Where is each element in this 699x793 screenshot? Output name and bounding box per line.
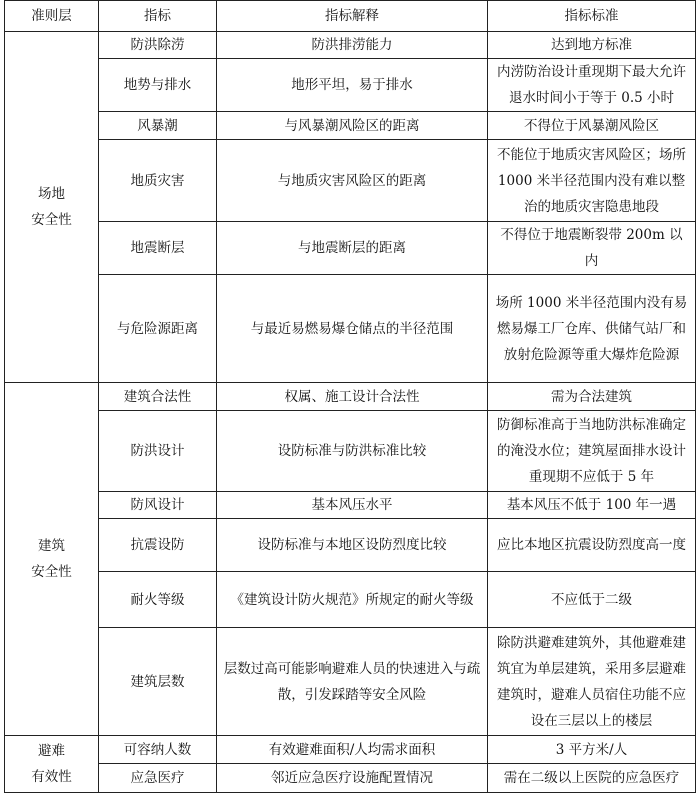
standard-cell: 场所 1000 米半径范围内没有易燃易爆工厂仓库、供储气站厂和放射危险源等重大爆炸危险源 <box>488 275 696 383</box>
indicator-cell: 防洪除涝 <box>99 32 217 59</box>
table-row <box>5 222 696 275</box>
explanation-cell: 有效避难面积/人均需求面积 <box>217 736 488 764</box>
table-row <box>5 572 696 628</box>
table-row <box>5 59 696 112</box>
standard-cell: 防御标准高于当地防洪标准确定的淹没水位；建筑屋面排水设计重现期不应低于 5 年 <box>488 411 696 492</box>
category-cell: 建筑 安全性 <box>5 383 99 736</box>
standard-cell: 需为合法建筑 <box>488 383 696 411</box>
indicator-cell: 抗震设防 <box>99 519 217 572</box>
explanation-cell: 设防标准与本地区设防烈度比较 <box>217 519 488 572</box>
table-row <box>5 736 696 764</box>
table-row <box>5 140 696 222</box>
header-explanation: 指标解释 <box>217 1 488 32</box>
explanation-cell: 防洪排涝能力 <box>217 32 488 59</box>
indicator-cell: 地势与排水 <box>99 59 217 112</box>
standard-cell: 不得位于风暴潮风险区 <box>488 112 696 140</box>
standard-cell: 内涝防治设计重现期下最大允许退水时间小于等于 0.5 小时 <box>488 59 696 112</box>
standard-cell: 不能位于地质灾害风险区；场所 1000 米半径范围内没有难以整治的地质灾害隐患地段 <box>488 140 696 222</box>
standard-cell: 不得位于地震断裂带 200m 以内 <box>488 222 696 275</box>
explanation-cell: 与地震断层的距离 <box>217 222 488 275</box>
standard-cell: 应比本地区抗震设防烈度高一度 <box>488 519 696 572</box>
explanation-cell: 与风暴潮风险区的距离 <box>217 112 488 140</box>
explanation-cell: 与最近易燃易爆仓储点的半径范围 <box>217 275 488 383</box>
category-cell: 避难 有效性 <box>5 736 99 793</box>
indicator-cell: 风暴潮 <box>99 112 217 140</box>
header-indicator: 指标 <box>99 1 217 32</box>
indicator-cell: 与危险源距离 <box>99 275 217 383</box>
indicator-cell: 地震断层 <box>99 222 217 275</box>
category-cell: 场地 安全性 <box>5 32 99 383</box>
indicator-cell: 耐火等级 <box>99 572 217 628</box>
explanation-cell: 权属、施工设计合法性 <box>217 383 488 411</box>
table-row <box>5 628 696 736</box>
indicator-cell: 防风设计 <box>99 492 217 519</box>
indicator-cell: 防洪设计 <box>99 411 217 492</box>
standard-cell: 不应低于二级 <box>488 572 696 628</box>
standard-cell: 除防洪避难建筑外，其他避难建筑宜为单层建筑，采用多层避难建筑时，避难人员宿住功能不应设在三层以上的楼层 <box>488 628 696 736</box>
criteria-table <box>4 0 696 793</box>
indicator-cell: 地质灾害 <box>99 140 217 222</box>
explanation-cell: 基本风压水平 <box>217 492 488 519</box>
table-row <box>5 764 696 793</box>
table-row <box>5 275 696 383</box>
standard-cell: 3 平方米/人 <box>488 736 696 764</box>
explanation-cell: 设防标准与防洪标准比较 <box>217 411 488 492</box>
table-row <box>5 492 696 519</box>
table-row <box>5 32 696 59</box>
indicator-cell: 建筑合法性 <box>99 383 217 411</box>
table-row <box>5 519 696 572</box>
explanation-cell: 《建筑设计防火规范》所规定的耐火等级 <box>217 572 488 628</box>
standard-cell: 达到地方标准 <box>488 32 696 59</box>
explanation-cell: 地形平坦，易于排水 <box>217 59 488 112</box>
header-standard: 指标标准 <box>488 1 696 32</box>
indicator-cell: 应急医疗 <box>99 764 217 793</box>
standard-cell: 需在二级以上医院的应急医疗 <box>488 764 696 793</box>
header-criterion: 准则层 <box>5 1 99 32</box>
explanation-cell: 层数过高可能影响避难人员的快速进入与疏散，引发踩踏等安全风险 <box>217 628 488 736</box>
explanation-cell: 邻近应急医疗设施配置情况 <box>217 764 488 793</box>
standard-cell: 基本风压不低于 100 年一遇 <box>488 492 696 519</box>
table-row <box>5 411 696 492</box>
table-row <box>5 383 696 411</box>
header-row <box>5 1 696 32</box>
indicator-cell: 建筑层数 <box>99 628 217 736</box>
explanation-cell: 与地质灾害风险区的距离 <box>217 140 488 222</box>
indicator-cell: 可容纳人数 <box>99 736 217 764</box>
table-row <box>5 112 696 140</box>
